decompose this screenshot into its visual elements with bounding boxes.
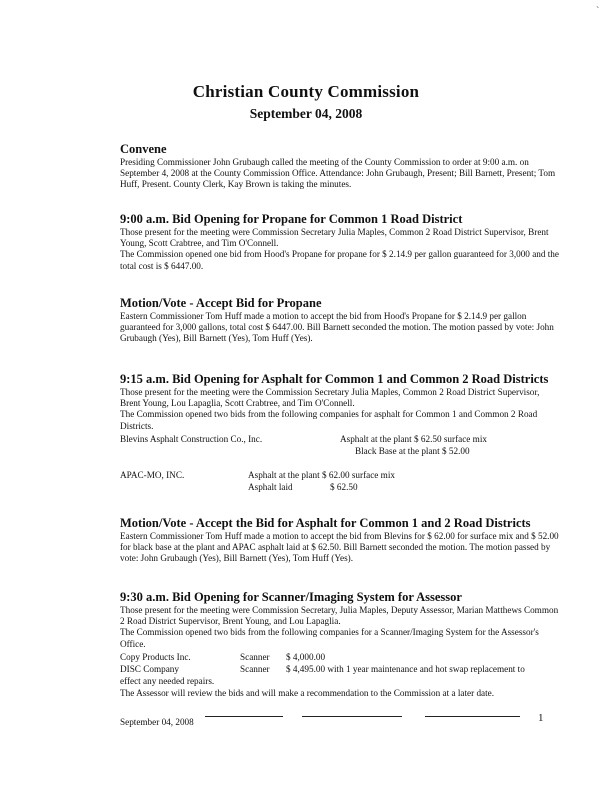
document-title: Christian County Commission <box>192 82 420 101</box>
signature-line-3 <box>425 716 520 717</box>
signature-line-1 <box>205 716 283 717</box>
asphalt-bidder-2-line-1: Asphalt at the plant $ 62.00 surface mix <box>248 470 395 480</box>
convene-text: Presiding Commissioner John Grubaugh called the meeting of the County Commission to order at 9:00 a.m. on September 4, 2008 at the County Commission Office. Attendance: John Grubaugh, Present; Bill Barnett, Present; Tom Huff, Present. County Clerk, Kay Brown is taking the minutes. <box>120 157 556 190</box>
page-number: 1 <box>538 712 544 724</box>
asphalt-vote-heading: Motion/Vote - Accept the Bid for Asphalt for Common 1 and 2 Road Districts <box>120 516 531 530</box>
scanner-bid-intro: The Commission opened two bids from the following companies for a Scanner/Imaging System for the Assessor's Office. <box>120 627 539 649</box>
asphalt-bidder-2-name: APAC-MO, INC. <box>120 470 185 480</box>
scanner-bidder-1-name: Copy Products Inc. <box>120 652 191 662</box>
propane-bid-section <box>120 212 560 272</box>
scanner-bid-section <box>120 590 560 650</box>
scan-mark: ` <box>596 6 600 17</box>
convene-heading: Convene <box>120 142 167 156</box>
propane-vote-heading: Motion/Vote - Accept Bid for Propane <box>120 296 322 310</box>
propane-bid-attendance: Those present for the meeting were Commission Secretary Julia Maples, Common 2 Road District Supervisor, Brent Young, Scott Crabtree, and Tim O'Connell. <box>120 227 549 249</box>
scanner-closing-note: The Assessor will review the bids and will make a recommendation to the Commission at a later date. <box>120 688 495 698</box>
convene-section <box>120 142 560 191</box>
asphalt-bidder-1-line-1: Asphalt at the plant $ 62.50 surface mix <box>340 434 487 444</box>
asphalt-bidder-1-line-2: Black Base at the plant $ 52.00 <box>355 446 470 456</box>
propane-vote-text: Eastern Commissioner Tom Huff made a motion to accept the bid from Hood's Propane for $ 2.14.9 per gallon guaranteed for 3,000 gallons, total cost $ 6447.00. Bill Barnett seconded the motion. The motion passed by vote: John Grubaugh (Yes), Bill Barnett (Yes), Tom Huff (Yes). <box>120 311 554 344</box>
asphalt-bidder-1-name: Blevins Asphalt Construction Co., Inc. <box>120 434 263 444</box>
propane-bid-heading: 9:00 a.m. Bid Opening for Propane for Common 1 Road District <box>120 212 463 226</box>
asphalt-bid-heading: 9:15 a.m. Bid Opening for Asphalt for Common 1 and Common 2 Road Districts <box>120 372 549 386</box>
scanner-bidder-2-continued: effect any needed repairs. <box>120 676 215 686</box>
propane-bid-result: The Commission opened one bid from Hood's Propane for propane for $ 2.14.9 per gallon guaranteed for 3,000 and the total cost is $ 6447.00. <box>120 249 559 271</box>
asphalt-bid-attendance: Those present for the meeting were the Commission Secretary Julia Maples, Common 2 Road District Supervisor, Brent Young, Lou Lapaglia, Scott Crabtree, and Tim O'Connell. <box>120 387 540 409</box>
scanner-bidder-1-price: $ 4,000.00 <box>286 652 326 662</box>
scanner-bidder-2-price: $ 4,495.00 with 1 year maintenance and hot swap replacement to <box>286 664 525 674</box>
scanner-bidder-1-item: Scanner <box>240 652 270 662</box>
asphalt-bidder-2-line-2-label: Asphalt laid <box>248 482 293 492</box>
scanner-bidder-2-name: DISC Company <box>120 664 179 674</box>
scanner-bidder-2-item: Scanner <box>240 664 270 674</box>
signature-line-2 <box>302 716 402 717</box>
scanner-bid-heading: 9:30 a.m. Bid Opening for Scanner/Imaging System for Assessor <box>120 590 462 604</box>
asphalt-bidder-2-line-2-value: $ 62.50 <box>330 482 358 492</box>
scanner-bid-attendance: Those present for the meeting were Commission Secretary, Julia Maples, Deputy Assessor, Marian Matthews Common 2 Road District Supervisor, Brent Young, and Lou Lapaglia. <box>120 605 559 627</box>
asphalt-bid-intro: The Commission opened two bids from the following companies for asphalt for Common 1 and Common 2 Road Districts. <box>120 409 538 431</box>
asphalt-bid-section <box>120 372 560 432</box>
footer-date: September 04, 2008 <box>120 717 194 727</box>
propane-vote-section <box>120 296 560 345</box>
document-date: September 04, 2008 <box>249 106 363 121</box>
asphalt-vote-text: Eastern Commissioner Tom Huff made a motion to accept the bid from Blevins for $ 62.00 for surface mix and $ 52.00 for black base at the plant and APAC asphalt laid at $ 62.50. Bill Barnett seconded the motion. The motion passed by vote: John Grubaugh (Yes), Bill Barnett (Yes), Tom Huff (Yes). <box>120 531 559 564</box>
asphalt-vote-section <box>120 516 560 565</box>
